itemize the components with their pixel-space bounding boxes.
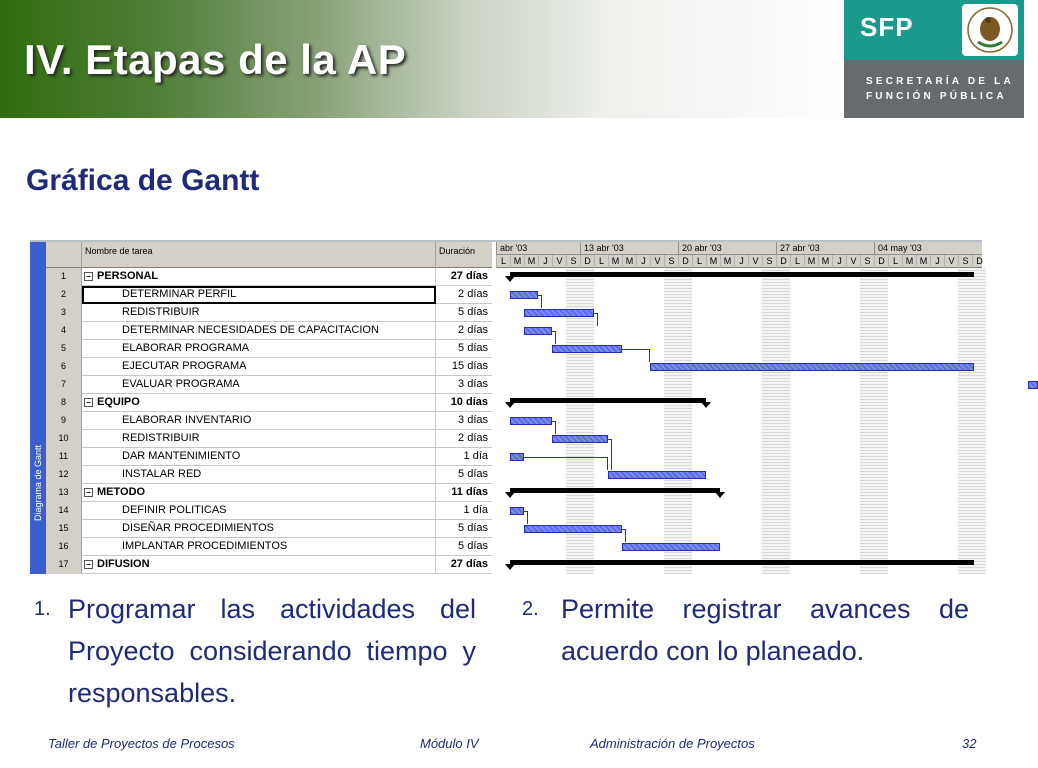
row-id[interactable]: 17	[46, 556, 82, 574]
task-bar[interactable]	[524, 327, 552, 335]
timescale-day: L	[496, 255, 510, 268]
task-name-text: EJECUTAR PROGRAMA	[122, 360, 247, 372]
point-2-number: 2.	[522, 598, 539, 620]
section-subtitle: Gráfica de Gantt	[26, 164, 260, 197]
timescale-day: S	[860, 255, 874, 268]
weekend-shading	[762, 268, 790, 574]
table-row[interactable]	[46, 286, 492, 304]
task-bar[interactable]	[510, 507, 524, 515]
dependency-link	[594, 313, 598, 326]
task-duration[interactable]: 5 días	[458, 306, 488, 318]
title-band	[0, 0, 844, 118]
summary-cap-icon	[505, 564, 515, 570]
table-row[interactable]	[46, 358, 492, 376]
timescale-day: J	[734, 255, 748, 268]
summary-bar[interactable]	[510, 398, 706, 403]
task-duration[interactable]: 5 días	[458, 540, 488, 552]
task-bar[interactable]	[510, 453, 524, 461]
timescale-day: S	[566, 255, 580, 268]
task-name-text: PERSONAL	[97, 270, 159, 282]
timescale-week: 27 abr '03	[776, 242, 874, 255]
task-name-text: IMPLANTAR PROCEDIMIENTOS	[122, 540, 288, 552]
table-row[interactable]	[46, 466, 492, 484]
task-bar[interactable]	[510, 291, 538, 299]
task-bar[interactable]	[510, 417, 552, 425]
table-row[interactable]	[46, 430, 492, 448]
timescale-day: J	[930, 255, 944, 268]
dependency-link	[608, 439, 612, 470]
sfp-line-1: SECRETARÍA DE LA	[866, 76, 1014, 87]
task-name-text: DISEÑAR PROCEDIMIENTOS	[122, 522, 274, 534]
table-row[interactable]	[46, 376, 492, 394]
task-bar[interactable]	[552, 435, 608, 443]
timescale-day: J	[832, 255, 846, 268]
row-id[interactable]: 16	[46, 538, 82, 556]
task-name-text: REDISTRIBUIR	[122, 306, 200, 318]
footer-module: Módulo IV	[420, 736, 479, 751]
task-name[interactable]	[82, 358, 436, 376]
summary-bar[interactable]	[510, 488, 720, 493]
table-row[interactable]	[46, 340, 492, 358]
timescale-day: L	[594, 255, 608, 268]
task-duration[interactable]: 2 días	[458, 432, 488, 444]
timescale-day: S	[958, 255, 972, 268]
slide-title: IV. Etapas de la AP	[24, 36, 407, 83]
timescale-day: M	[916, 255, 930, 268]
timescale-day: D	[678, 255, 692, 268]
point-1-number: 1.	[34, 598, 51, 620]
sfp-logo-top	[844, 0, 1024, 60]
task-duration[interactable]: 5 días	[458, 342, 488, 354]
collapse-icon[interactable]: −	[84, 560, 93, 569]
view-bar-label: Diagrama de Gantt	[33, 444, 43, 522]
gantt-view[interactable]	[30, 240, 982, 572]
task-bar[interactable]	[524, 309, 594, 317]
timescale-day: M	[720, 255, 734, 268]
timescale-day: D	[874, 255, 888, 268]
summary-cap-icon	[715, 492, 725, 498]
table-row[interactable]	[46, 484, 492, 502]
timescale-day: V	[650, 255, 664, 268]
timescale-week: 20 abr '03	[678, 242, 776, 255]
footer	[0, 736, 1024, 756]
gantt-chart[interactable]	[496, 242, 982, 574]
table-row[interactable]	[46, 502, 492, 520]
sfp-line-2: FUNCIÓN PÚBLICA	[866, 91, 1007, 102]
dependency-link	[552, 331, 556, 344]
row-id[interactable]: 7	[46, 376, 82, 394]
timescale-day: M	[706, 255, 720, 268]
sfp-logo	[844, 0, 1024, 118]
table-row[interactable]	[46, 556, 492, 574]
page-number: 32	[962, 736, 977, 751]
task-name[interactable]	[82, 412, 436, 430]
weekend-shading	[664, 268, 692, 574]
row-id[interactable]: 4	[46, 322, 82, 340]
task-duration[interactable]: 11 días	[451, 486, 488, 498]
task-name[interactable]	[82, 430, 436, 448]
task-name-text: INSTALAR RED	[122, 468, 202, 480]
timescale-day: M	[818, 255, 832, 268]
timescale-week: 04 may '03	[874, 242, 986, 255]
task-duration[interactable]: 1 día	[463, 504, 488, 516]
task-name-text: DIFUSION	[97, 558, 150, 570]
point-2-text: Permite registrar avances de acuerdo con lo planeado.	[561, 594, 969, 666]
task-name[interactable]	[82, 448, 436, 466]
header-id-cell	[46, 242, 82, 268]
dependency-link	[538, 295, 542, 308]
dependency-link	[552, 421, 556, 434]
task-bar[interactable]	[552, 345, 622, 353]
dependency-link	[524, 511, 528, 524]
row-id[interactable]: 15	[46, 520, 82, 538]
task-duration[interactable]: 27 días	[450, 558, 488, 570]
column-header-name[interactable]: Nombre de tarea	[82, 242, 436, 268]
task-name[interactable]	[82, 502, 436, 520]
table-header	[46, 242, 492, 268]
collapse-icon[interactable]: −	[84, 488, 93, 497]
view-bar[interactable]	[30, 242, 46, 574]
summary-cap-icon	[505, 276, 515, 282]
timescale-day: M	[902, 255, 916, 268]
timescale-day: J	[636, 255, 650, 268]
task-name-text: DETERMINAR PERFIL	[122, 288, 237, 300]
timescale-day: D	[776, 255, 790, 268]
task-name[interactable]	[82, 376, 436, 394]
summary-task-name[interactable]	[82, 268, 436, 286]
timescale-day: L	[790, 255, 804, 268]
timescale-day: V	[552, 255, 566, 268]
table-row[interactable]	[46, 322, 492, 340]
timescale-day: L	[692, 255, 706, 268]
weekend-shading	[860, 268, 888, 574]
row-id[interactable]: 12	[46, 466, 82, 484]
task-bar[interactable]	[650, 363, 974, 371]
timescale-day: M	[524, 255, 538, 268]
row-id[interactable]: 9	[46, 412, 82, 430]
task-name[interactable]	[82, 322, 436, 340]
dependency-link	[622, 529, 626, 542]
task-duration[interactable]: 2 días	[458, 288, 488, 300]
row-id[interactable]: 6	[46, 358, 82, 376]
task-name[interactable]	[82, 340, 436, 358]
summary-bar[interactable]	[510, 272, 974, 277]
task-name[interactable]	[82, 538, 436, 556]
task-duration[interactable]: 27 días	[450, 270, 488, 282]
task-duration[interactable]: 3 días	[458, 378, 488, 390]
task-bar[interactable]	[524, 525, 622, 533]
timescale-day: M	[804, 255, 818, 268]
footer-area: Administración de Proyectos	[590, 736, 755, 751]
task-name-text: EQUIPO	[97, 396, 140, 408]
sfp-acronym: SFP	[860, 12, 914, 42]
task-name-text: REDISTRIBUIR	[122, 432, 200, 444]
task-duration[interactable]: 5 días	[458, 468, 488, 480]
task-name-text: METODO	[97, 486, 146, 498]
column-header-duration[interactable]: Duración	[439, 246, 476, 256]
row-id[interactable]: 11	[46, 448, 82, 466]
task-name[interactable]	[82, 286, 436, 304]
timescale-day: S	[762, 255, 776, 268]
task-name[interactable]	[82, 520, 436, 538]
task-bar[interactable]	[622, 543, 720, 551]
row-id[interactable]: 1	[46, 268, 82, 286]
timescale-day: V	[846, 255, 860, 268]
timescale-days	[496, 255, 982, 268]
collapse-icon[interactable]: −	[84, 398, 93, 407]
timescale-day: J	[538, 255, 552, 268]
timescale-day: S	[664, 255, 678, 268]
timescale-week: abr '03	[496, 242, 580, 255]
dependency-link	[524, 457, 608, 470]
task-name-text: ELABORAR PROGRAMA	[122, 342, 250, 354]
timescale-week: 13 abr '03	[580, 242, 678, 255]
dependency-link	[622, 349, 650, 362]
row-id[interactable]: 13	[46, 484, 82, 502]
table-row[interactable]	[46, 304, 492, 322]
point-1-text: Programar las actividades del Proyecto considerando tiempo y responsables.	[68, 594, 476, 708]
row-id[interactable]: 14	[46, 502, 82, 520]
mexico-seal-icon	[962, 4, 1018, 56]
table-row[interactable]	[46, 412, 492, 430]
table-row[interactable]	[46, 520, 492, 538]
task-duration[interactable]: 1 día	[463, 450, 488, 462]
timescale-day: D	[580, 255, 594, 268]
weekend-shading	[958, 268, 986, 574]
summary-bar[interactable]	[510, 560, 974, 565]
task-duration[interactable]: 15 días	[451, 360, 488, 372]
summary-cap-icon	[505, 402, 515, 408]
row-id[interactable]: 2	[46, 286, 82, 304]
timescale-day: M	[608, 255, 622, 268]
footer-course: Taller de Proyectos de Procesos	[48, 736, 235, 751]
summary-task-name[interactable]	[82, 394, 436, 412]
table-row[interactable]	[46, 538, 492, 556]
task-name-text: ELABORAR INVENTARIO	[122, 414, 252, 426]
task-duration[interactable]: 2 días	[458, 324, 488, 336]
task-bar[interactable]	[608, 471, 706, 479]
task-name[interactable]	[82, 466, 436, 484]
summary-task-name[interactable]	[82, 484, 436, 502]
task-name-text: DEFINIR POLITICAS	[122, 504, 227, 516]
task-name-text: DETERMINAR NECESIDADES DE CAPACITACION	[122, 324, 379, 336]
task-duration[interactable]: 10 días	[450, 396, 488, 408]
summary-task-name[interactable]	[82, 556, 436, 574]
summary-cap-icon	[701, 402, 711, 408]
task-duration[interactable]: 3 días	[458, 414, 488, 426]
task-bar[interactable]	[1028, 381, 1038, 389]
row-id[interactable]: 5	[46, 340, 82, 358]
table-row[interactable]	[46, 448, 492, 466]
timescale-day: M	[510, 255, 524, 268]
row-id[interactable]: 3	[46, 304, 82, 322]
timescale-day: L	[888, 255, 902, 268]
row-id[interactable]: 8	[46, 394, 82, 412]
table-row[interactable]	[46, 394, 492, 412]
task-name[interactable]	[82, 304, 436, 322]
summary-cap-icon	[505, 492, 515, 498]
collapse-icon[interactable]: −	[84, 272, 93, 281]
task-name-text: EVALUAR PROGRAMA	[122, 378, 240, 390]
table-row[interactable]	[46, 268, 492, 286]
task-duration[interactable]: 5 días	[458, 522, 488, 534]
sfp-full-name	[866, 74, 1014, 104]
timescale-day: V	[944, 255, 958, 268]
timescale-day: V	[748, 255, 762, 268]
timescale-day: M	[622, 255, 636, 268]
task-name-text: DAR MANTENIMIENTO	[122, 450, 241, 462]
timescale-day: D	[972, 255, 986, 268]
timescale-weeks	[496, 242, 982, 255]
row-id[interactable]: 10	[46, 430, 82, 448]
